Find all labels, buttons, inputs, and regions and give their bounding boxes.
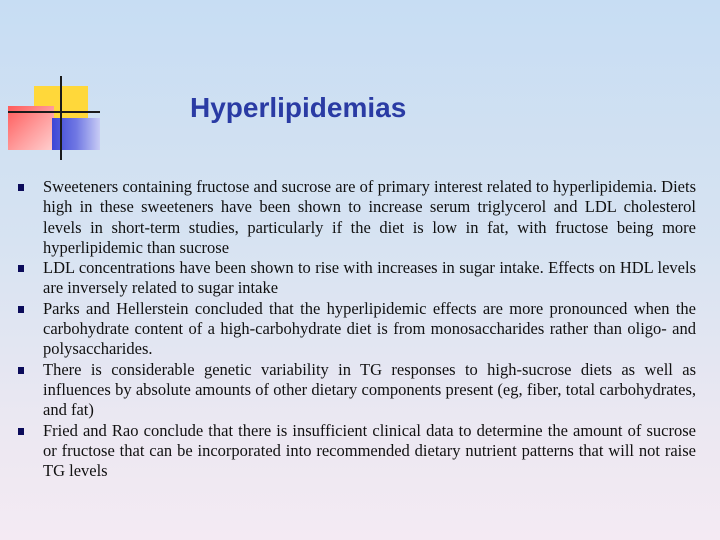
square-bullet-icon (18, 184, 24, 191)
bullet-text: Fried and Rao conclude that there is insufficient clinical data to determine the amount of sucrose or fructose that can be incorporated into recommended dietary nutrient patterns that will not raise TG levels (43, 420, 696, 481)
bullet-item (18, 177, 696, 258)
square-bullet-icon (18, 367, 24, 374)
square-bullet-icon (18, 265, 24, 272)
bullet-item (18, 360, 696, 421)
bullet-text: LDL concentrations have been shown to rise with increases in sugar intake. Effects on HDL levels are inversely related to sugar intake (43, 258, 696, 298)
square-bullet-icon (18, 428, 24, 435)
horizontal-line-shape (8, 111, 100, 113)
bullet-text: There is considerable genetic variability in TG responses to high-sucrose diets as well as influences by absolute amounts of other dietary components present (eg, fiber, total carbohydrates, and fat) (43, 359, 696, 420)
bullet-list (18, 177, 696, 481)
bullet-item (18, 421, 696, 482)
vertical-line-shape (60, 76, 62, 160)
bullet-text: Sweeteners containing fructose and sucrose are of primary interest related to hyperlipidemia. Diets high in these sweeteners have been shown to increase serum triglycerol and LDL cholesterol levels in short-term studies, particularly if the diet is low in fat, with fructose being more hyperlipidemic than sucrose (43, 177, 696, 257)
square-bullet-icon (18, 306, 24, 313)
slide-title: Hyperlipidemias (190, 92, 407, 123)
bullet-item (18, 299, 696, 360)
decorative-squares-logo (0, 0, 110, 165)
bullet-item (18, 258, 696, 299)
bullet-text: Parks and Hellerstein concluded that the hyperlipidemic effects are more pronounced when the carbohydrate content of a high-carbohydrate diet is from monosaccharides rather than oligo- and polysaccharides. (43, 298, 696, 359)
